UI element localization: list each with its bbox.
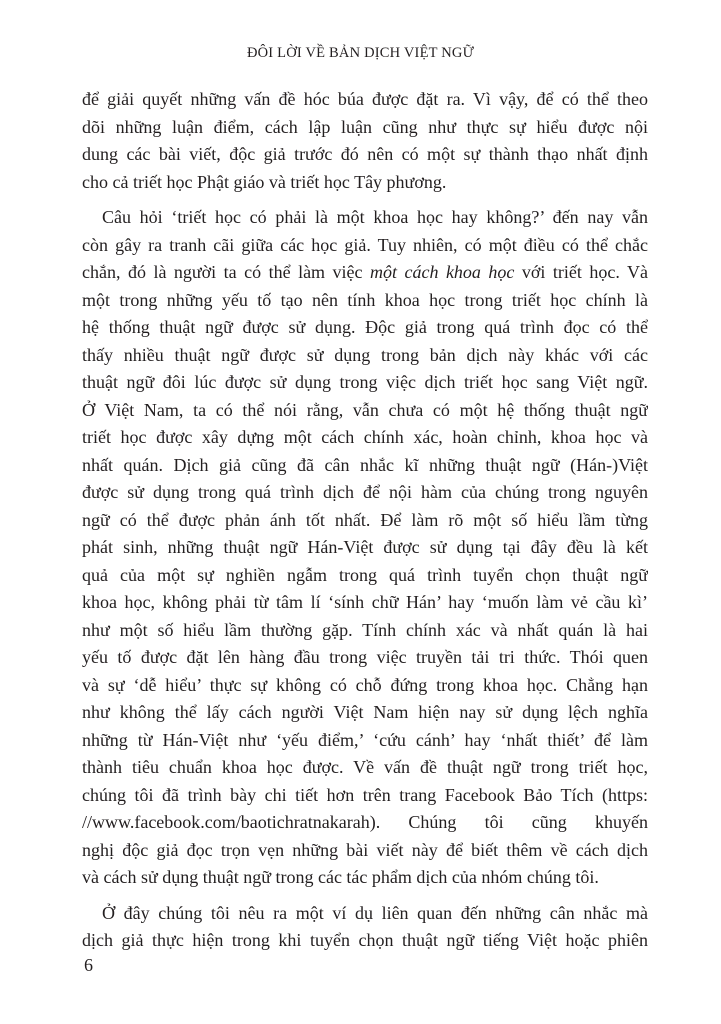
text-line: triết học được xây dựng một cách chính xác, hoàn chỉnh, khoa học và xyxy=(82,427,648,447)
text-line: còn gây ra tranh cãi giữa các học giả. Tuy nhiên, có một điều có thể chắc xyxy=(82,234,648,255)
paragraph-3 xyxy=(82,900,648,955)
text-line: và sự ‘dễ hiểu’ thực sự không có chỗ đứng trong khoa học. Chẳng hạn xyxy=(82,674,648,695)
text-line: quả của một sự nghiền ngẫm trong quá trình tuyển chọn thuật ngữ xyxy=(82,564,648,585)
text-line: ngữ có thể được phản ánh tốt nhất. Để làm rõ một số hiểu lầm từng xyxy=(82,509,648,530)
text-line: //www.facebook.com/baotichratnakarah). Chúng tôi cũng khuyến xyxy=(82,812,648,832)
text-line: cho cả triết học Phật giáo và triết học Tây phương. xyxy=(82,171,447,192)
text-line: chúng tôi đã trình bày chi tiết hơn trên trang Facebook Bảo Tích (https: xyxy=(82,784,648,805)
text-line: dịch giả thực hiện trong khi tuyển chọn thuật ngữ tiếng Việt hoặc phiên xyxy=(82,930,648,950)
text-line xyxy=(82,259,648,287)
text-line: thấy nhiều thuật ngữ được sử dụng trong bản dịch này khác với các xyxy=(82,344,648,365)
page-body xyxy=(82,86,648,963)
text-line: yếu tố được đặt lên hàng đầu trong việc truyền tải tri thức. Thói quen xyxy=(82,647,648,667)
text-line: những từ Hán-Việt như ‘yếu điểm,’ ‘cứu cánh’ hay ‘nhất thiết’ để làm xyxy=(82,729,648,750)
text-line: phát sinh, những thuật ngữ Hán-Việt được sử dụng tại đây đều là kết xyxy=(82,537,648,557)
paragraph-1 xyxy=(82,86,648,196)
text-line: khoa học, không phải từ tâm lí ‘sính chữ Hán’ hay ‘muốn làm vẻ cầu kì’ xyxy=(82,592,648,612)
text-line: và cách sử dụng thuật ngữ trong các tác phẩm dịch của nhóm chúng tôi. xyxy=(82,867,599,887)
running-header: ĐÔI LỜI VỀ BẢN DỊCH VIỆT NGỮ xyxy=(246,45,475,61)
text-line: hệ thống thuật ngữ được sử dụng. Độc giả trong quá trình đọc có thể xyxy=(82,317,648,337)
text-line: dõi những luận điểm, cách lập luận cũng như thực sự hiểu được nội xyxy=(82,116,648,137)
italic-emphasis: một cách khoa học xyxy=(370,262,515,282)
text-line: thuật ngữ đôi lúc được sử dụng trong việc dịch triết học sang Việt ngữ. xyxy=(82,372,648,392)
text-line: nhất quán. Dịch giả cũng đã cân nhắc kĩ những thuật ngữ (Hán-)Việt xyxy=(82,454,648,475)
text-line: một trong những yếu tố tạo nên tính khoa học trong triết học chính là xyxy=(82,289,648,310)
text-line: như một số hiểu lầm thường gặp. Tính chính xác và nhất quán là hai xyxy=(82,619,648,640)
paragraph-2 xyxy=(82,204,648,892)
text-line: để giải quyết những vấn đề hóc búa được đặt ra. Vì vậy, để có thể theo xyxy=(82,89,648,109)
text-segment: với triết học. Và xyxy=(514,262,648,282)
text-line: Ở Việt Nam, ta có thể nói rằng, vẫn chưa có một hệ thống thuật ngữ xyxy=(82,399,648,420)
text-line: dung các bài viết, độc giả trước đó nên có một sự thành thạo nhất định xyxy=(82,144,648,164)
text-line: thành tiêu chuẩn khoa học được. Về vấn đề thuật ngữ trong triết học, xyxy=(82,757,648,777)
text-line: như không thể lấy cách người Việt Nam hiện nay sử dụng lệch nghĩa xyxy=(82,702,648,722)
text-segment: chắn, đó là người ta có thể làm việc xyxy=(82,262,370,282)
text-line: Câu hỏi ‘triết học có phải là một khoa học hay không?’ đến nay vẫn xyxy=(102,207,648,227)
text-line: được sử dụng trong quá trình dịch để nội hàm của chúng trong nguyên xyxy=(82,482,648,502)
text-line: nghị độc giả đọc trọn vẹn những bài viết này để biết thêm về cách dịch xyxy=(82,839,648,860)
text-line: Ở đây chúng tôi nêu ra một ví dụ liên quan đến những cân nhắc mà xyxy=(102,902,648,923)
page-number: 6 xyxy=(84,955,93,975)
